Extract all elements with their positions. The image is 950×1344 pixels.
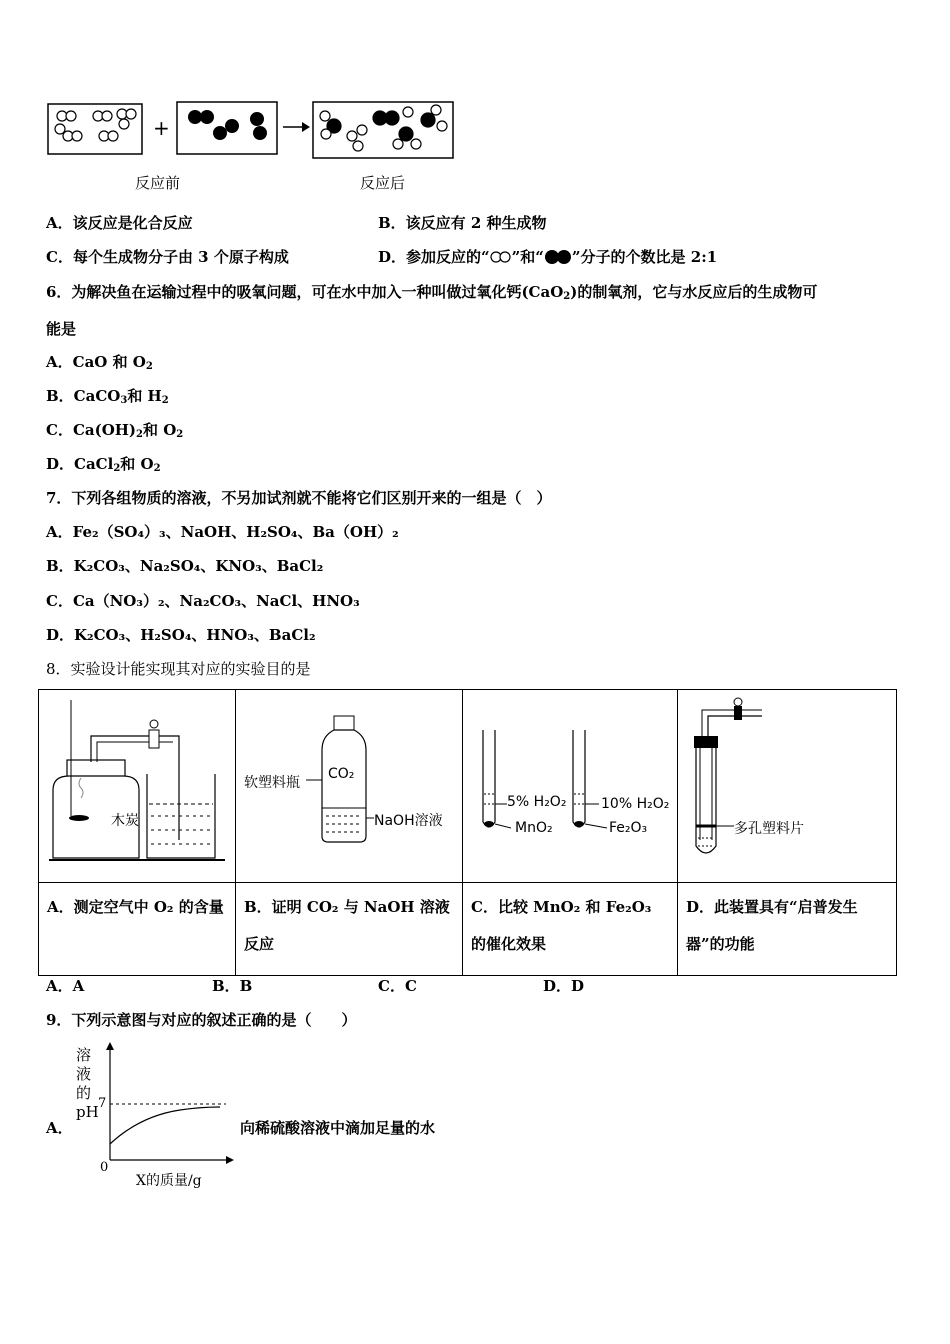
q6-a-sub: 2 bbox=[145, 361, 153, 372]
q6-option-c bbox=[46, 419, 183, 440]
q8-desc-a: A．测定空气中 O₂ 的含量 bbox=[39, 883, 236, 976]
reaction-diagram bbox=[40, 96, 470, 166]
label-co2: CO₂ bbox=[328, 766, 355, 782]
q8-answer-d: D．D bbox=[543, 977, 585, 995]
q5-option-d bbox=[378, 246, 717, 267]
q6-b-text1: B．CaCO bbox=[46, 387, 121, 405]
test-tubes-apparatus bbox=[463, 690, 677, 882]
caption-after: 反应后 bbox=[360, 174, 406, 192]
q6-b-sub1: 3 bbox=[120, 395, 128, 406]
kipp-apparatus bbox=[678, 690, 896, 882]
q8-image-d bbox=[678, 690, 897, 883]
q6-stem-sub: 2 bbox=[563, 291, 571, 302]
q6-option-b bbox=[46, 385, 169, 406]
q6-d-text2: 和 O bbox=[120, 455, 154, 473]
label-plastic-bottle: 软塑料瓶 bbox=[244, 775, 300, 791]
q6-c-text1: C．Ca(OH) bbox=[46, 421, 137, 439]
graph-ylabel-1: 溶 bbox=[76, 1046, 92, 1064]
q6-stem-a: 6．为解决鱼在运输过程中的吸氧问题，可在水中加入一种叫做过氧化钙(CaO bbox=[46, 283, 564, 301]
label-porous-plate: 多孔塑料片 bbox=[734, 821, 804, 837]
charcoal-jar-apparatus bbox=[39, 690, 235, 882]
graph-ylabel-2: 液 bbox=[76, 1065, 92, 1083]
q6-stem-b: )的制氧剂，它与水反应后的生成物可 bbox=[570, 283, 818, 301]
q7-option-b: B．K₂CO₃、Na₂SO₄、KNO₃、BaCl₂ bbox=[46, 557, 324, 575]
q6-c-sub2: 2 bbox=[176, 429, 184, 440]
q6-b-text2: 和 H bbox=[127, 387, 162, 405]
q5-option-d-post: ”分子的个数比是 2:1 bbox=[571, 248, 718, 266]
q6-a-text: A．CaO 和 O bbox=[46, 353, 146, 371]
q8-image-c bbox=[463, 690, 678, 883]
q7-option-a: A．Fe₂（SO₄）₃、NaOH、H₂SO₄、Ba（OH）₂ bbox=[46, 523, 399, 541]
plus-sign: + bbox=[153, 116, 170, 140]
q9-option-a-label: A． bbox=[46, 1119, 73, 1137]
q8-desc-c: C．比较 MnO₂ 和 Fe₂O₃ 的催化效果 bbox=[463, 883, 678, 976]
graph-xlabel: X的质量/g bbox=[136, 1173, 202, 1189]
q8-desc-b: B．证明 CO₂ 与 NaOH 溶液反应 bbox=[236, 883, 463, 976]
q5-option-b: B．该反应有 2 种生成物 bbox=[378, 214, 547, 232]
q7-stem: 7．下列各组物质的溶液，不另加试剂就不能将它们区别开来的一组是（ ） bbox=[46, 489, 552, 507]
q9-stem: 9．下列示意图与对应的叙述正确的是（ ） bbox=[46, 1011, 357, 1029]
q6-stem-line2: 能是 bbox=[46, 320, 77, 338]
q6-c-text2: 和 O bbox=[143, 421, 177, 439]
q6-stem-line1 bbox=[46, 281, 817, 302]
q8-answer-c: C．C bbox=[378, 977, 417, 995]
q7-option-d: D．K₂CO₃、H₂SO₄、HNO₃、BaCl₂ bbox=[46, 626, 316, 644]
white-molecule-icon bbox=[490, 251, 512, 263]
q8-table bbox=[38, 689, 897, 976]
caption-before: 反应前 bbox=[135, 174, 181, 192]
q5-option-d-pre: D．参加反应的“ bbox=[378, 248, 490, 266]
label-h2o2-5: 5% H₂O₂ bbox=[507, 794, 567, 810]
q6-d-text1: D．CaCl bbox=[46, 455, 114, 473]
q8-answer-a: A．A bbox=[46, 977, 85, 995]
q8-image-a bbox=[39, 690, 236, 883]
graph-ylabel-3: 的 bbox=[76, 1084, 92, 1102]
q6-c-sub1: 2 bbox=[136, 429, 143, 440]
label-h2o2-10: 10% H₂O₂ bbox=[601, 796, 670, 812]
q9-option-a-text: 向稀硫酸溶液中滴加足量的水 bbox=[240, 1119, 436, 1137]
graph-ylabel-4: pH bbox=[76, 1103, 99, 1121]
graph-ylabel bbox=[76, 1046, 99, 1122]
q7-option-c: C．Ca（NO₃）₂、Na₂CO₃、NaCl、HNO₃ bbox=[46, 592, 360, 610]
label-charcoal: 木炭 bbox=[111, 813, 139, 829]
q5-option-d-mid: ”和“ bbox=[511, 248, 544, 266]
q6-option-a bbox=[46, 351, 153, 372]
q5-option-a: A．该反应是化合反应 bbox=[46, 214, 193, 232]
label-mno2: MnO₂ bbox=[515, 820, 553, 836]
q8-answer-b: B．B bbox=[212, 977, 253, 995]
graph-y-tick-7: 7 bbox=[98, 1096, 107, 1111]
q6-d-sub1: 2 bbox=[113, 463, 121, 474]
q8-desc-d: D．此装置具有“启普发生器”的功能 bbox=[678, 883, 897, 976]
q8-image-b bbox=[236, 690, 463, 883]
q6-b-sub2: 2 bbox=[161, 395, 169, 406]
q5-option-c: C．每个生成物分子由 3 个原子构成 bbox=[46, 248, 289, 266]
q8-stem: 8．实验设计能实现其对应的实验目的是 bbox=[46, 660, 311, 678]
label-fe2o3: Fe₂O₃ bbox=[609, 820, 648, 836]
label-naoh: NaOH溶液 bbox=[374, 813, 443, 829]
q6-option-d bbox=[46, 453, 161, 474]
q6-d-sub2: 2 bbox=[153, 463, 161, 474]
graph-origin: 0 bbox=[100, 1160, 109, 1175]
black-molecule-icon bbox=[544, 250, 572, 264]
